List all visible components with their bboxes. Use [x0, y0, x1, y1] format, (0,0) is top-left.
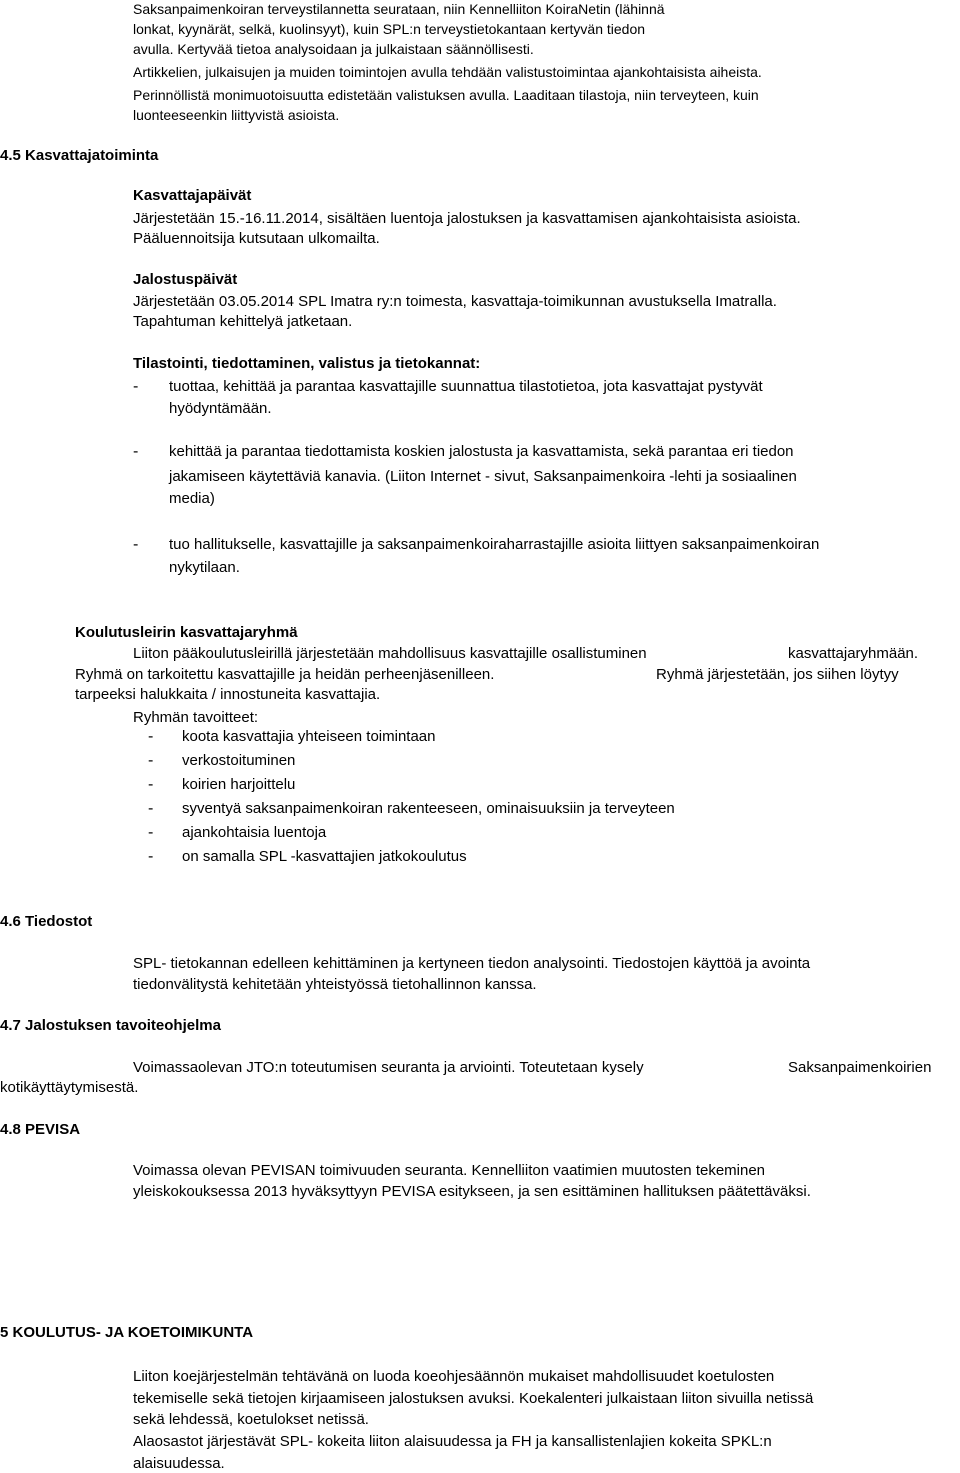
bullet-dash: -: [148, 824, 154, 841]
koetoimikunta-line: tekemiselle sekä tietojen kirjaamiseen jalostuksen avuksi. Koekalenteri julkaistaan liiton sivuilla netissä: [133, 1390, 814, 1407]
bullet-dash: -: [148, 728, 154, 745]
subheading-kasvattajapaivat: Kasvattajapäivät: [133, 187, 252, 204]
tiedostot-line: tiedonvälitystä kehitetään yhteistyössä tietohallinnon kanssa.: [133, 976, 537, 993]
intro-line: Perinnöllistä monimuotoisuutta edistetään valistuksen avulla. Laaditaan tilastoja, niin terveyteen, kuin: [133, 87, 759, 103]
jalostuspaivat-line: Tapahtuman kehittelyä jatketaan.: [133, 313, 353, 330]
goals-title: Ryhmän tavoitteet:: [133, 709, 259, 726]
koulutusleiri-line: Ryhmä järjestetään, jos siihen löytyy: [656, 666, 899, 683]
kasvattajapaivat-line: Pääluennoitsija kutsutaan ulkomailta.: [133, 230, 380, 247]
tilastointi-item-line: hyödyntämään.: [169, 400, 272, 417]
section-heading-4-6: 4.6 Tiedostot: [0, 913, 93, 930]
goal-item: ajankohtaisia luentoja: [182, 824, 327, 841]
jto-line: Saksanpaimenkoirien: [788, 1059, 932, 1076]
koulutusleiri-line: Liiton pääkoulutusleirillä järjestetään mahdollisuus kasvattajille osallistuminen: [133, 645, 647, 662]
koulutusleiri-line: Ryhmä on tarkoitettu kasvattajille ja heidän perheenjäsenilleen.: [75, 666, 495, 683]
tilastointi-item-line: jakamiseen käytettäviä kanavia. (Liiton Internet - sivut, Saksanpaimenkoira -lehti ja sosiaalinen: [169, 468, 797, 485]
jto-line: kotikäyttäytymisestä.: [0, 1079, 139, 1096]
koetoimikunta-line: Liiton koejärjestelmän tehtävänä on luoda koeohjesäännön mukaiset mahdollisuudet koetulosten: [133, 1368, 775, 1385]
kasvattajapaivat-line: Järjestetään 15.-16.11.2014, sisältäen luentoja jalostuksen ja kasvattamisen ajankohtaisista asioista.: [133, 210, 801, 227]
subheading-tilastointi: Tilastointi, tiedottaminen, valistus ja tietokannat:: [133, 355, 481, 372]
intro-line: luonteeseenkin liittyvistä asioista.: [133, 107, 340, 123]
bullet-dash: -: [148, 800, 154, 817]
goal-item: koota kasvattajia yhteiseen toimintaan: [182, 728, 436, 745]
bullet-dash: -: [148, 848, 154, 865]
tilastointi-item-line: kehittää ja parantaa tiedottamista koskien jalostusta ja kasvattamista, sekä parantaa eri tiedon: [169, 443, 794, 460]
tiedostot-line: SPL- tietokannan edelleen kehittäminen ja kertyneen tiedon analysointi. Tiedostojen käyttöä ja avointa: [133, 955, 811, 972]
pevisa-line: yleiskokouksessa 2013 hyväksyttyyn PEVISA esitykseen, ja sen esittäminen hallituksen päätettäväksi.: [133, 1183, 811, 1200]
jto-line: Voimassaolevan JTO:n toteutumisen seuranta ja arviointi. Toteutetaan kysely: [133, 1059, 644, 1076]
bullet-dash: -: [148, 776, 154, 793]
bullet-dash: -: [133, 536, 139, 553]
koetoimikunta-line: sekä lehdessä, koetulokset netissä.: [133, 1411, 369, 1428]
goal-item: verkostoituminen: [182, 752, 296, 769]
goal-item: syventyä saksanpaimenkoiran rakenteeseen, ominaisuuksiin ja terveyteen: [182, 800, 675, 817]
bullet-dash: -: [133, 443, 139, 460]
section-heading-4-7: 4.7 Jalostuksen tavoiteohjelma: [0, 1017, 221, 1034]
section-heading-4-5: 4.5 Kasvattajatoiminta: [0, 147, 159, 164]
tilastointi-item-line: nykytilaan.: [169, 559, 240, 576]
pevisa-line: Voimassa olevan PEVISAN toimivuuden seuranta. Kennelliiton vaatimien muutosten tekeminen: [133, 1162, 766, 1179]
tilastointi-item-line: media): [169, 490, 215, 507]
section-heading-5: 5 KOULUTUS- JA KOETOIMIKUNTA: [0, 1324, 254, 1341]
goal-item: on samalla SPL -kasvattajien jatkokoulutus: [182, 848, 467, 865]
intro-line: Artikkelien, julkaisujen ja muiden toimintojen avulla tehdään valistustoimintaa ajankohtaisista aiheista.: [133, 64, 762, 80]
intro-line: Saksanpaimenkoiran terveystilannetta seurataan, niin Kennelliiton KoiraNetin (lähinnä: [133, 1, 665, 17]
goal-item: koirien harjoittelu: [182, 776, 296, 793]
bullet-dash: -: [148, 752, 154, 769]
section-heading-4-8: 4.8 PEVISA: [0, 1121, 81, 1138]
subheading-koulutusleiri: Koulutusleirin kasvattajaryhmä: [75, 624, 298, 641]
intro-line: avulla. Kertyvää tietoa analysoidaan ja julkaistaan säännöllisesti.: [133, 41, 534, 57]
koulutusleiri-line: tarpeeksi halukkaita / innostuneita kasvattajia.: [75, 686, 381, 703]
koetoimikunta-line: alaisuudessa.: [133, 1455, 225, 1472]
tilastointi-item-line: tuottaa, kehittää ja parantaa kasvattajille suunnattua tilastotietoa, jota kasvattajat pystyvät: [169, 378, 763, 395]
jalostuspaivat-line: Järjestetään 03.05.2014 SPL Imatra ry:n toimesta, kasvattaja-toimikunnan avustuksella Imatralla.: [133, 293, 777, 310]
koulutusleiri-line: kasvattajaryhmään.: [788, 645, 919, 662]
subheading-jalostuspaivat: Jalostuspäivät: [133, 271, 238, 288]
tilastointi-item-line: tuo hallitukselle, kasvattajille ja saksanpaimenkoiraharrastajille asioita liittyen saksanpaimenkoiran: [169, 536, 820, 553]
intro-line: lonkat, kyynärät, selkä, kuolinsyyt), kuin SPL:n terveystietokantaan kertyvän tiedon: [133, 21, 646, 37]
bullet-dash: -: [133, 378, 139, 395]
koetoimikunta-line: Alaosastot järjestävät SPL- kokeita liiton alaisuudessa ja FH ja kansallistenlajien kokeita SPKL:n: [133, 1433, 772, 1450]
